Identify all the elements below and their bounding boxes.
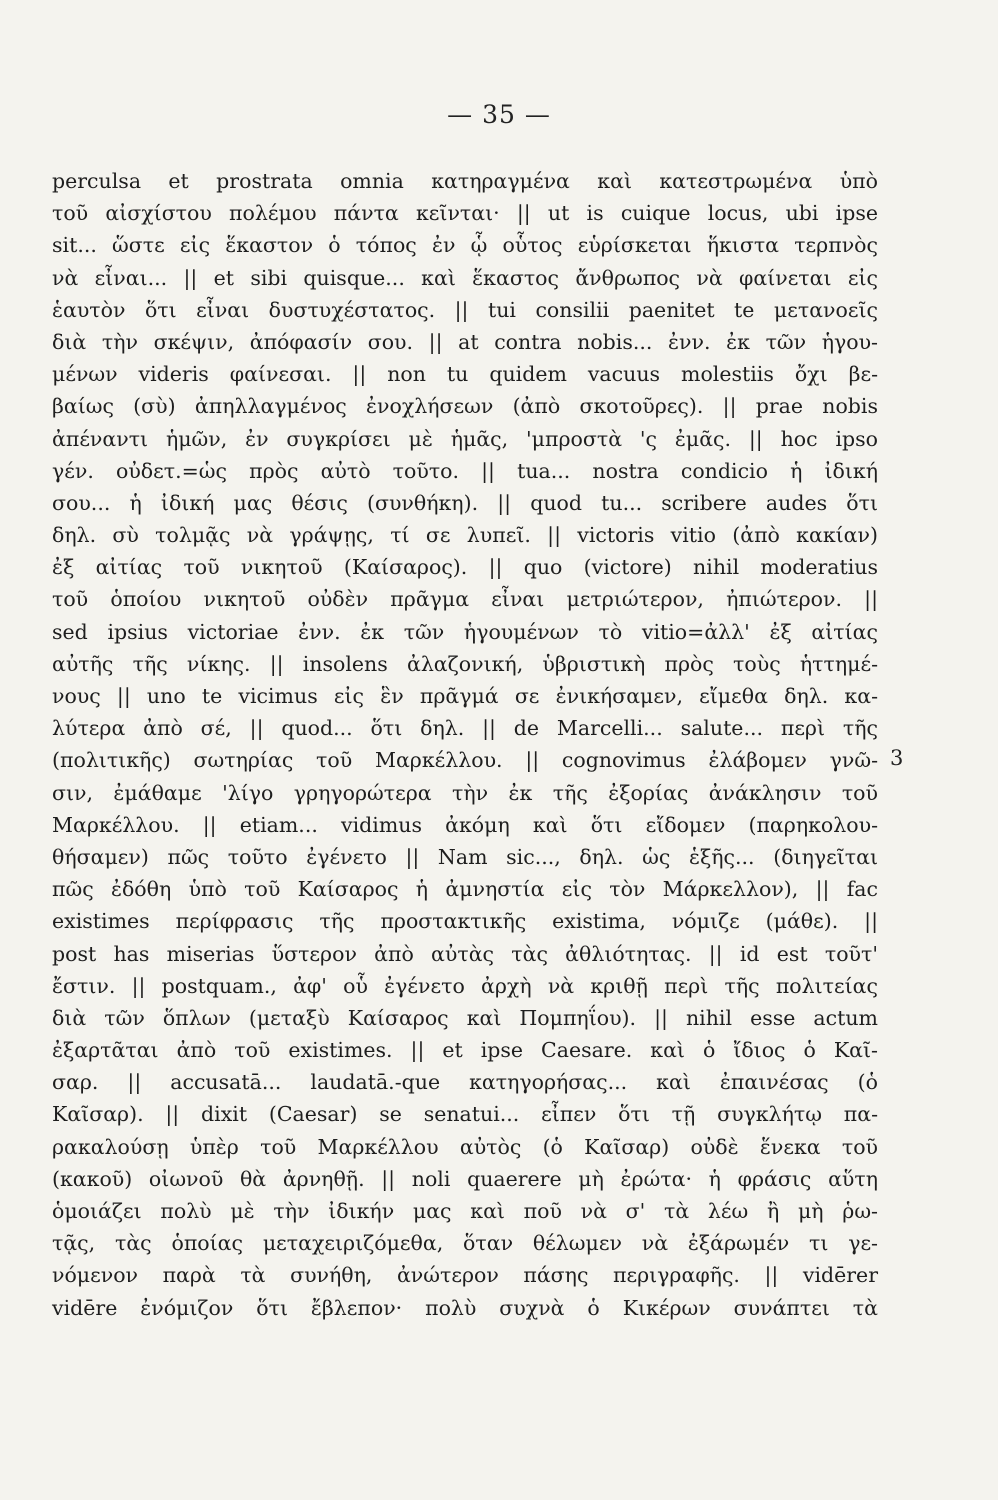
text-line: ρακαλούσῃ ὑπὲρ τοῦ Μαρκέλλου αὐτὸς (ὁ Καῖσαρ) οὐδὲ ἕνεκα τοῦ	[52, 1134, 878, 1159]
text-line: νους || uno te vicimus εἰς ἓν πρᾶγμά σε ἐνικήσαμεν, εἴμεθα δηλ. κα-	[52, 684, 878, 708]
text-line: ἐξ αἰτίας τοῦ νικητοῦ (Καίσαρος). || quo (victore) nihil moderatius	[52, 555, 878, 580]
text-line: μένων videris φαίνεσαι. || non tu quidem vacuus molestiis ὄχι βε-	[52, 362, 878, 387]
text-line: θήσαμεν) πῶς τοῦτο ἐγένετο || Nam sic..., δηλ. ὡς ἑξῆς... (διηγεῖται	[52, 844, 878, 869]
text-line: πῶς ἐδόθη ὑπὸ τοῦ Καίσαρος ἡ ἀμνηστία εἰς τὸν Μάρκελλον), || fac	[52, 877, 878, 902]
text-line: νὰ εἶναι... || et sibi quisque... καὶ ἕκαστος ἄνθρωπος νὰ φαίνεται εἰς	[52, 265, 878, 290]
text-line: Καῖσαρ). || dixit (Caesar) se senatui... εἶπεν ὅτι τῇ συγκλήτῳ πα-	[52, 1102, 878, 1127]
text-line: γέν. οὐδετ.=ὡς πρὸς αὐτὸ τοῦτο. || tua... nostra condicio ἡ ἰδική	[52, 458, 878, 483]
text-line: ἑαυτὸν ὅτι εἶναι δυστυχέστατος. || tui consilii paenitet te μετανοεῖς	[52, 297, 878, 322]
text-line: διὰ τῶν ὅπλων (μεταξὺ Καίσαρος καὶ Πομπηΐου). || nihil esse actum	[52, 1005, 878, 1030]
text-line: διὰ τὴν σκέψιν, ἀπόφασίν σου. || at contra nobis... ἐνν. ἐκ τῶν ἡγου-	[52, 329, 878, 354]
text-line: λύτερα ἀπὸ σέ, || quod... ὅτι δηλ. || de Marcelli... salute... περὶ τῆς	[52, 716, 878, 741]
text-line: vidēre ἐνόμιζον ὅτι ἔβλεπον· πολὺ συχνὰ ὁ Κικέρων συνάπτει τὰ	[52, 1295, 878, 1320]
text-line: νόμενον παρὰ τὰ συνήθη, ἀνώτερον πάσης περιγραφῆς. || vidērer	[52, 1263, 878, 1288]
text-line: ἀπέναντι ἡμῶν, ἐν συγκρίσει μὲ ἡμᾶς, 'μπροστὰ 'ς ἐμᾶς. || hoc ipso	[52, 426, 878, 451]
text-line: δηλ. σὺ τολμᾷς νὰ γράψῃς, τί σε λυπεῖ. || victoris vitio (ἀπὸ κακίαν)	[52, 523, 878, 548]
text-line: τᾷς, τὰς ὁποίας μεταχειριζόμεθα, ὅταν θέλωμεν νὰ ἐξάρωμέν τι γε-	[52, 1231, 878, 1256]
text-line: sed ipsius victoriae ἐνν. ἐκ τῶν ἡγουμένων τὸ vitio=ἀλλ' ἐξ αἰτίας	[52, 619, 878, 644]
text-line: ὁμοιάζει πολὺ μὲ τὴν ἰδικήν μας καὶ ποῦ νὰ σ' τὰ λέω ἢ μὴ ῥω-	[52, 1199, 878, 1223]
text-line: σου... ἡ ἰδική μας θέσις (συνθήκη). || quod tu... scribere audes ὅτι	[52, 490, 878, 515]
text-line: perculsa et prostrata omnia κατηραγμένα καὶ κατεστρωμένα ὑπὸ	[52, 169, 878, 193]
margin-note: 3	[890, 746, 904, 770]
text-line: sit... ὥστε εἰς ἕκαστον ὁ τόπος ἐν ᾧ οὗτος εὑρίσκεται ἥκιστα τερπνὸς	[52, 233, 878, 258]
text-line: ἔστιν. || postquam., ἀφ' οὗ ἐγένετο ἀρχὴ νὰ κριθῇ περὶ τῆς πολιτείας	[52, 973, 878, 998]
text-line: σαρ. || accusatā... laudatā.-que κατηγορήσας... καὶ ἐπαινέσας (ὁ	[52, 1070, 878, 1095]
text-line: existimes περίφρασις τῆς προστακτικῆς existima, νόμιζε (μάθε). ||	[52, 909, 878, 934]
text-line: (πολιτικῆς) σωτηρίας τοῦ Μαρκέλλου. || cognovimus ἐλάβομεν γνῶ-	[52, 748, 878, 773]
text-line: ἐξαρτᾶται ἀπὸ τοῦ existimes. || et ipse Caesare. καὶ ὁ ἴδιος ὁ Καῖ-	[52, 1038, 878, 1063]
text-line: σιν, ἐμάθαμε 'λίγο γρηγορώτερα τὴν ἐκ τῆς ἐξορίας ἀνάκλησιν τοῦ	[52, 780, 878, 805]
commentary-text	[52, 165, 878, 1324]
text-line: (κακοῦ) οἰωνοῦ θὰ ἀρνηθῇ. || noli quaerere μὴ ἐρώτα· ἡ φράσις αὕτη	[52, 1166, 878, 1191]
text-line: τοῦ ὁποίου νικητοῦ οὐδὲν πρᾶγμα εἶναι μετριώτερον, ἠπιώτερον. ||	[52, 587, 878, 612]
text-line: βαίως (σὺ) ἀπηλλαγμένος ἐνοχλήσεων (ἀπὸ σκοτοῦρες). || prae nobis	[52, 394, 878, 419]
text-line: post has miserias ὕστερον ἀπὸ αὐτὰς τὰς ἀθλιότητας. || id est τοῦτ'	[52, 941, 878, 966]
text-line: αὐτῆς τῆς νίκης. || insolens ἀλαζονική, ὑβριστικὴ πρὸς τοὺς ἡττημέ-	[52, 651, 878, 676]
page-number: — 35 —	[447, 100, 551, 129]
text-line: Μαρκέλλου. || etiam... vidimus ἀκόμη καὶ ὅτι εἴδομεν (παρηκολου-	[52, 812, 878, 837]
text-line: τοῦ αἰσχίστου πολέμου πάντα κεῖνται· || ut is cuique locus, ubi ipse	[52, 201, 878, 226]
